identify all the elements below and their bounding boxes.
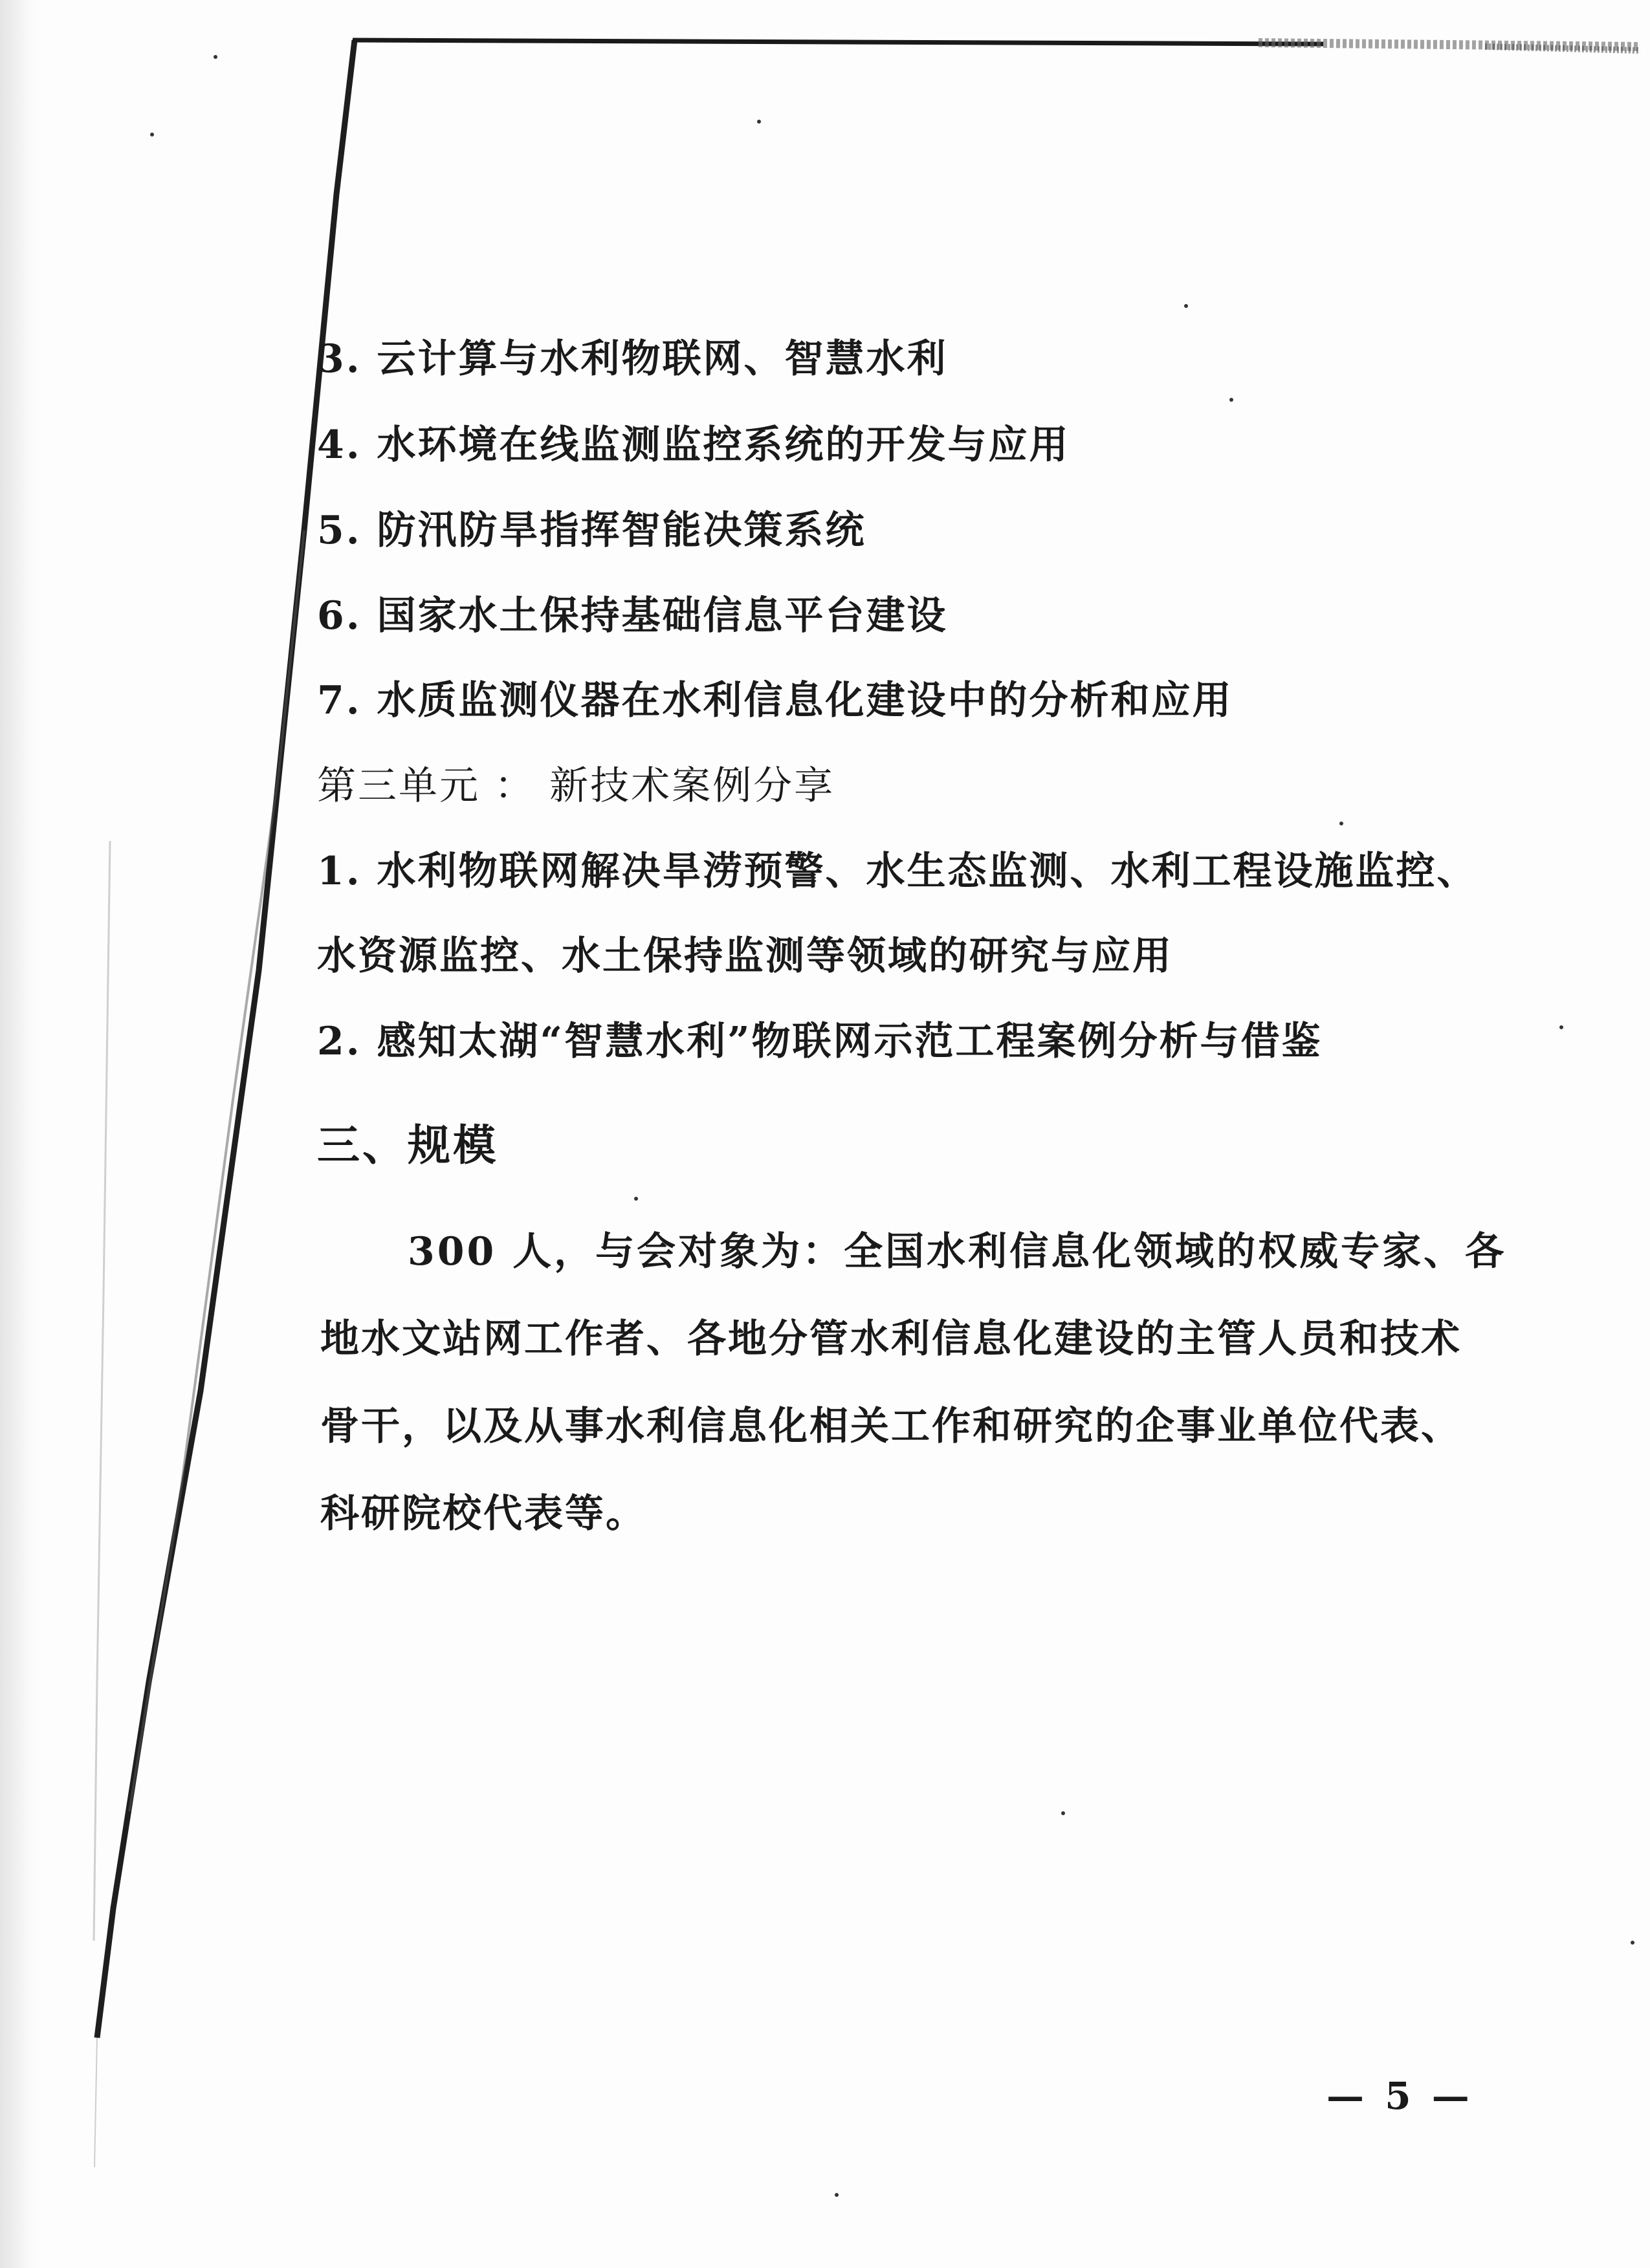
scan-speck bbox=[1559, 1025, 1563, 1029]
list-item-text: 国家水土保持基础信息平台建设 bbox=[377, 593, 948, 638]
list-item-text: 水质监测仪器在水利信息化建设中的分析和应用 bbox=[377, 678, 1233, 723]
page-number: — 5 — bbox=[1326, 2074, 1473, 2118]
list-item bbox=[317, 845, 1478, 897]
scan-speck bbox=[1339, 822, 1343, 825]
section-heading: 三、规模 bbox=[317, 1120, 498, 1170]
scan-speck bbox=[214, 55, 217, 59]
list-item-text: 水利物联网解决旱涝预警、水生态监测、水利工程设施监控、 bbox=[377, 849, 1478, 894]
unit-title: 第三单元 ： 新技术案例分享 bbox=[317, 763, 835, 809]
list-item-number: 7. bbox=[317, 678, 362, 723]
list-item-text: 水环境在线监测监控系统的开发与应用 bbox=[377, 422, 1070, 468]
scan-speck bbox=[1061, 1811, 1065, 1815]
scan-speck bbox=[1631, 1941, 1634, 1945]
paragraph-line: 300 人，与会对象为：全国水利信息化领域的权威专家、各 bbox=[408, 1229, 1507, 1274]
list-item bbox=[317, 419, 1070, 471]
list-item-number: 1. bbox=[317, 849, 362, 894]
list-item bbox=[317, 1016, 1323, 1067]
list-item bbox=[317, 590, 948, 642]
list-item-number: 4. bbox=[317, 422, 362, 468]
scan-speck bbox=[1229, 398, 1233, 402]
list-item-continuation: 水资源监控、水土保持监测等领域的研究与应用 bbox=[317, 933, 1173, 979]
list-item-text: 防汛防旱指挥智能决策系统 bbox=[377, 508, 866, 553]
list-item-number: 6. bbox=[317, 593, 362, 638]
list-item bbox=[317, 333, 948, 385]
paragraph-line: 骨干，以及从事水利信息化相关工作和研究的企事业单位代表、 bbox=[320, 1404, 1462, 1449]
paragraph-line: 地水文站网工作者、各地分管水利信息化建设的主管人员和技术 bbox=[320, 1316, 1462, 1362]
scan-speck bbox=[634, 1197, 638, 1201]
list-item-text: 感知太湖“智慧水利”物联网示范工程案例分析与借鉴 bbox=[377, 1019, 1323, 1064]
list-item-number: 3. bbox=[317, 336, 362, 382]
scan-speck bbox=[835, 2193, 839, 2197]
list-item-number: 5. bbox=[317, 508, 362, 553]
scan-speck bbox=[1184, 304, 1188, 308]
list-item bbox=[317, 505, 866, 556]
scan-speck bbox=[757, 120, 761, 124]
list-item bbox=[317, 675, 1233, 726]
scan-speck bbox=[150, 133, 154, 136]
list-item-text: 云计算与水利物联网、智慧水利 bbox=[377, 336, 948, 382]
paragraph-line: 科研院校代表等。 bbox=[320, 1491, 646, 1536]
list-item-number: 2. bbox=[317, 1019, 362, 1064]
scan-top-edge bbox=[353, 34, 1640, 57]
